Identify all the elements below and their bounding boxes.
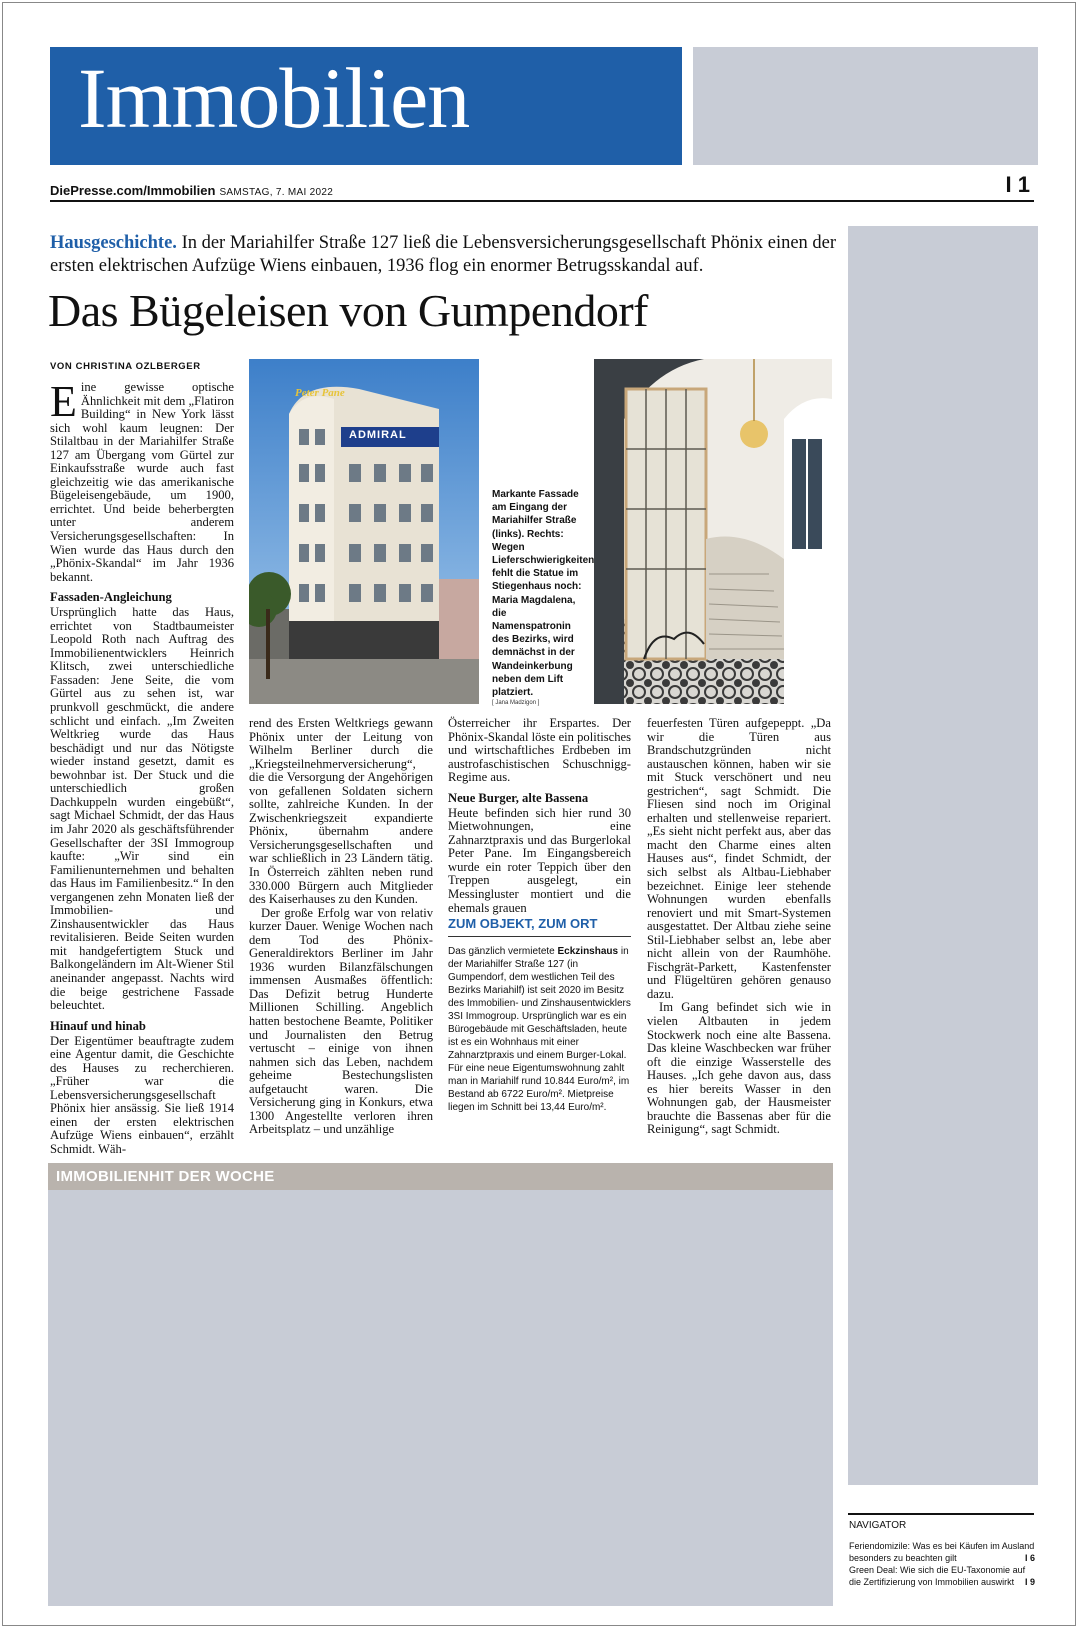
- navigator-item-page: I 9: [1024, 1577, 1035, 1587]
- infobox: [448, 945, 631, 1114]
- byline: VON CHRISTINA OZLBERGER: [50, 361, 201, 372]
- subheading-fassaden: Fassaden-Angleichung: [50, 590, 172, 605]
- ad-space-bottom: [48, 1190, 833, 1606]
- page-number: I 1: [1005, 172, 1030, 197]
- article-column-2: [249, 717, 433, 1137]
- kicker-label: Hausgeschichte.: [50, 233, 177, 253]
- article-column-3: [448, 717, 631, 915]
- article-headline: Das Bügeleisen von Gumpendorf: [48, 285, 648, 336]
- col4-paragraph-1: feuerfesten Türen aufgepeppt. „Da wir die Türen aus Brandschutzgründen nicht austauschen können, haben wir sie mit Stuck verschönert und neu gestrichen“, sagt Schmidt. Die Fliesen sind noch im Original erhalten und stellenweise repariert. „Es sieht nicht perfekt aus, aber das macht den Charme eines alten Hauses aus“, findet Schmidt, der sich selbst als Altbau-Liebhaber bezeichnet. Einige leer stehende Wohnungen wurden ebenfalls renoviert und mit Smart-Systemen ausgestattet. Der Altbau ziehe seine Stil-Liebhaber selbst an, lebe aber nicht allein von der Raumhöhe. Fischgrät-Parkett, Kastenfenster und Flügeltüren gehören genauso dazu.: [647, 716, 831, 1001]
- col4-paragraph-2: Im Gang befindet sich wie in vielen Altbauten in jedem Stockwerk noch eine alte Bassena. Das kleine Waschbecken war früher oft die einzige Wasserstelle des Hauses. „Ich gehe davon aus, dass es hier bereits Wasser in den Wohnungen gab, der Hausmeister brauchte die Bassenas aber für die Reinigung“, sagt Schmidt.: [647, 1000, 831, 1137]
- ad-space-top: [693, 47, 1038, 165]
- infobox-text-3: Für eine neue Eigentumswohnung zahlt man in Mariahilf rund 10.844 Euro/m², im Bestand ab 6722 Euro/m². Mietpreise liegen im Schnitt bei 13,44 Euro/m².: [448, 1063, 630, 1113]
- facade-photo: [249, 359, 479, 704]
- infobox-bold: Eckzinshaus: [557, 946, 619, 957]
- subheading-hinauf: Hinauf und hinab: [50, 1018, 146, 1033]
- section-masthead: [50, 47, 682, 165]
- infobox-title: ZUM OBJEKT, ZUM ORT: [448, 916, 598, 931]
- section-title: Immobilien: [78, 50, 470, 146]
- header-rule: [50, 200, 1034, 202]
- photo-sign-admiral: ADMIRAL: [349, 429, 407, 441]
- immobilienhit-band: [48, 1163, 833, 1190]
- ad-space-right: [848, 226, 1038, 1485]
- header-line: [50, 172, 1040, 200]
- col3-paragraph-2: Heute befinden sich hier rund 30 Mietwohnungen, eine Zahnarztpraxis und das Burgerlokal Peter Pane. Im Eingangsbereich wurde ein roter Teppich über den Treppen ausgelegt, ein Messingluster montiert und die ehemals grauen: [448, 805, 631, 915]
- navigator-item-page: I 6: [1024, 1553, 1035, 1563]
- col1-paragraph-1: Ursprünglich hatte das Haus, errichtet von Stadtbaumeister Leopold Roth nach Auftrag des Immobilienentwicklers Heinrich Klitsch, zwei unterschiedliche Fassaden: Jene Seite, die vom Gürtel aus zu sehen ist, war prunkvoll geschmückt, die andere schlicht und einfach. „Im Zweiten Weltkrieg wurde das Haus beschädigt und nur das Nötigste wieder instand gesetzt, damit es bewohnbar ist. Der Stuck und die unterschiedlich großen Dachkuppeln wurden eingebüßt“, sagt Michael Schmidt, der das Haus im Jahr 2020 als geschäftsführender Gesellschafter der 3SI Immogroup kaufte: „Wir sind ein Familienunternehmen und behalten das Haus im Familienbesitz.“ In den vergangenen zehn Monaten ließ der Immobilien- und Zinshausentwickler das Haus revitalisieren. Beide Seiten wurden mit handgefertigtem Stuck und Balkongeländern im Alt-Wiener Stil aneinander angepasst. Nachts wird die beige gestrichene Fassade beleuchtet.: [50, 605, 234, 1013]
- infobox-text-1: Das gänzlich vermietete: [448, 946, 558, 957]
- col3-paragraph-1: Österreicher ihr Erspartes. Der Phönix-Skandal löste ein politisches und wirtschaftliches Erdbeben im austrofaschistischen Schuschnigg-Regime aus.: [448, 716, 631, 785]
- staircase-photo: [594, 359, 832, 704]
- subheading-burger: Neue Burger, alte Bassena: [448, 790, 589, 805]
- navigator-item-text: Green Deal: Wie sich die EU-Taxonomie auf die Zertifizierung von Immobilien auswirkt: [849, 1565, 1026, 1587]
- dropcap: E: [50, 377, 77, 426]
- header-brand[interactable]: DiePresse.com/Immobilien: [50, 183, 216, 198]
- article-column-1: [50, 377, 234, 1157]
- header-date: SAMSTAG, 7. MAI 2022: [219, 187, 334, 198]
- navigator-title: NAVIGATOR: [849, 1520, 907, 1531]
- photo-sign-text: Peter Pane: [295, 387, 345, 399]
- article-column-4: [647, 717, 831, 1137]
- band-label: IMMOBILIENHIT DER WOCHE: [56, 1168, 275, 1185]
- navigator-rule: [848, 1513, 1034, 1515]
- photo-credit: [ Jana Madzigon ]: [492, 700, 540, 706]
- kicker-text: In der Mariahilfer Straße 127 ließ die Lebensversicherungsgesellschaft Phönix einen der ersten elektrischen Aufzüge Wiens einbauen, 1936 flog ein enormer Betrugsskandal auf.: [50, 233, 837, 276]
- col2-paragraph-1: rend des Ersten Weltkriegs gewann Phönix unter der Leitung von Wilhelm Berliner durch die „Kriegsteilnehmerversicherung“, die die Versorgung der Angehörigen von gefallenen Soldaten sichern sollte, zahlreiche Kunden. In der Zwischenkriegszeit expandierte Phönix, übernahm andere Versicherungsgesellschaften und war schließlich in 23 Ländern tätig. In Österreich zählten neben rund 330.000 Bürgern auch Mitglieder des Kaiserhauses zu den Kunden.: [249, 716, 433, 907]
- navigator-item[interactable]: [849, 1540, 1035, 1564]
- col2-paragraph-2: Der große Erfolg war von relativ kurzer Dauer. Wenige Wochen nach dem Tod des Phönix-Generaldirektors Berliner im Jahr 1936 wurden Bilanzfälschungen immensen Ausmaßes öffentlich: Das Defizit betrug Hunderte Millionen Schilling. Angeblich hatten bestochene Beamte, Politiker und Journalisten den Betrug vertuscht – einige von ihnen nahmen sich das Leben, nachdem geheime Bestechungslisten aufgetaucht waren. Die Versicherung ging in Konkurs, etwa 1300 Angestellte verloren ihren Arbeitsplatz – und unzählige: [249, 905, 433, 1137]
- col1-paragraph-2: Der Eigentümer beauftragte zudem eine Agentur damit, die Geschichte des Hauses zu recherchieren. „Früher war die Lebensversicherungsgesellschaft Phönix hier ansässig. Sie ließ 1914 einen der ersten elektrischen Aufzüge Wiens einbauen“, erzählt Schmidt. Wäh-: [50, 1033, 234, 1156]
- navigator-item-text: Feriendomizile: Was es bei Käufen im Ausland besonders zu beachten gilt: [849, 1541, 1035, 1563]
- infobox-text-2: in der Mariahilfer Straße 127 (in Gumpendorf, dem westlichen Teil des Bezirks Mariahilf) ist seit 2020 im Besitz des Immobilien- und Zinshausentwicklers 3SI Immogroup. Ursprünglich war es ein Bürogebäude mit Geschäftsladen, heute ist es ein Wohnhaus mit einer Zahnarztpraxis und einem Burger-Lokal.: [448, 946, 631, 1061]
- article-kicker: [50, 232, 840, 278]
- navigator-item[interactable]: [849, 1564, 1035, 1588]
- photo-caption: Markante Fassade am Eingang der Mariahilfer Straße (links). Rechts: Wegen Lieferschwierigkeiten fehlt die Statue im Stiegenhaus noch: Maria Magdalena, die Namenspatronin des Bezirks, wird demnächst in der Wandeinkerbung neben dem Lift platziert.: [492, 489, 595, 699]
- infobox-rule: [448, 936, 631, 937]
- col1-intro: ine gewisse optische Ähnlichkeit mit dem „Flatiron Building“ in New York lässt sich wohl kaum leugnen: Der Stilaltbau in der Mariahilfer Straße 127 am Übergang vom Gürtel zur Einkaufsstraße wurde auch fast gleichzeitig wie das amerikanische Bügeleisengebäude, um 1900, errichtet. Und beide beherbergten unter anderem Versicherungsgesellschaften: In Wien wurde das Haus durch den „Phönix-Skandal“ im Jahr 1936 bekannt.: [50, 380, 234, 584]
